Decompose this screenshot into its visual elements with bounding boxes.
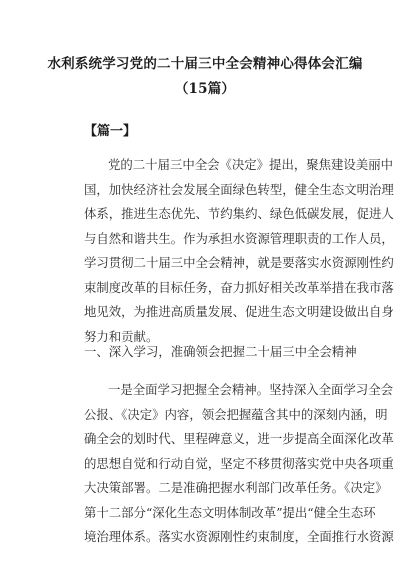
paragraph-line: 公报、《决定》内容，领会把握蕴含其中的深刻内涵，明 [84, 406, 388, 422]
paragraph-line: 第十二部分“深化生态文明体制改革”提出“健全生态环 [84, 504, 376, 520]
paragraph-line: 一是全面学习把握全会精神。坚持深入全面学习全会 [108, 382, 393, 397]
paragraph-line: 确全会的划时代、里程碑意义，进一步提高全面深化改革 [84, 431, 394, 446]
document-title: 水利系统学习党的二十届三中全会精神心得体会汇编 [47, 56, 363, 72]
paragraph-line: 与自然和谐共生。作为承担水资源管理职责的工作人员， [84, 230, 394, 246]
paragraph-line: 体系，推进生态优先、节约集约、绿色低碳发展，促进人 [84, 206, 394, 221]
section-label: 【篇一】 [84, 124, 137, 139]
paragraph-line: 束制度改革的目标任务，奋力抓好相关改革举措在我市落 [84, 279, 394, 295]
paragraph-line: 境治理体系。落实水资源刚性约束制度，全面推行水资源 [84, 529, 394, 544]
paragraph-intro [84, 153, 394, 349]
paragraph-line: 地见效，为推进高质量发展、促进生态文明建设做出自身 [84, 304, 394, 319]
paragraph-line: 努力和贡献。 [84, 328, 159, 344]
paragraph-line: 的思想自觉和行动自觉，坚定不移贯彻落实党中央各项重 [84, 455, 394, 471]
document-subtitle: （15篇） [174, 81, 236, 97]
section-heading [84, 340, 357, 365]
paragraph-line: 国，加快经济社会发展全面绿色转型，健全生态文明治理 [84, 181, 394, 197]
paragraph-line: 党的二十届三中全会《决定》提出，聚焦建设美丽中 [108, 157, 393, 172]
paragraph-line: 大决策部署。二是准确把握水利部门改革任务。《决定》 [84, 480, 388, 495]
paragraph-line: 学习贯彻二十届三中全会精神，就是要落实水资源刚性约 [84, 255, 394, 270]
paragraph-body [84, 378, 394, 550]
heading-text: 一、深入学习，准确领会把握二十届三中全会精神 [84, 344, 357, 359]
